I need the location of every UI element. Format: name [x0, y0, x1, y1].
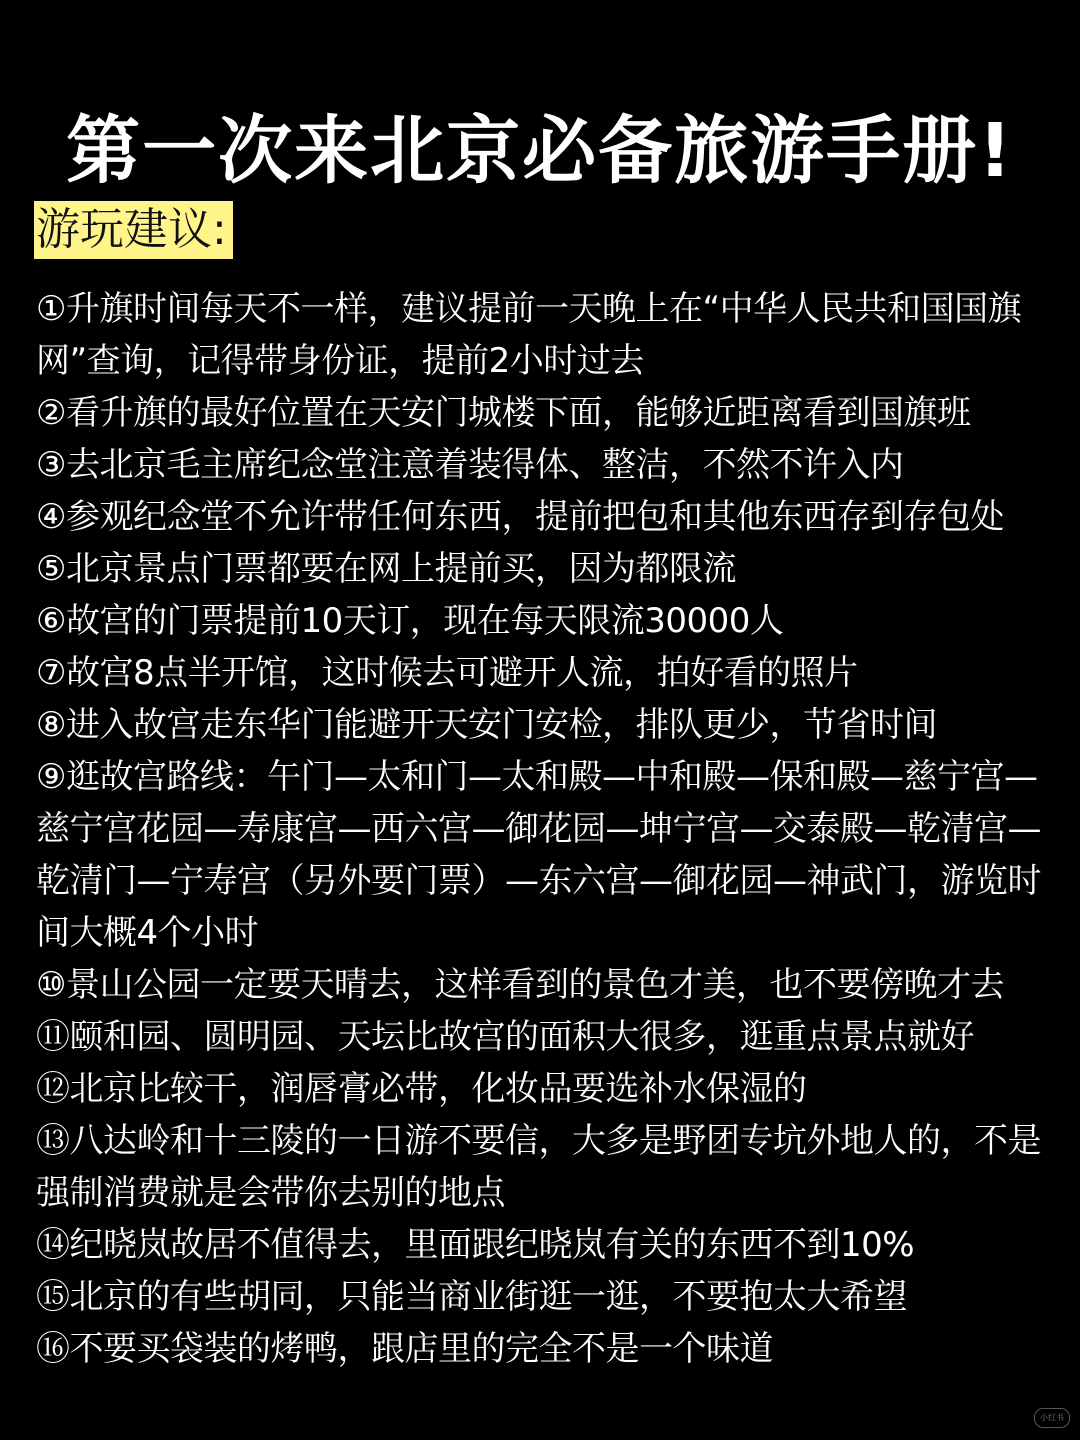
tip-item: ⑩景山公园一定要天晴去，这样看到的景色才美，也不要傍晚才去 — [36, 965, 1004, 1005]
tip-item: ⑧进入故宫走东华门能避开天安门安检，排队更少，节省时间 — [36, 705, 937, 745]
page-title: 第一次来北京必备旅游手册! — [66, 107, 1014, 194]
tip-item: ①升旗时间每天不一样，建议提前一天晚上在“中华人民共和国国旗网”查询，记得带身份证，提前2小时过去 — [36, 289, 1022, 381]
section-label-play-tips: 游玩建议: — [34, 201, 233, 259]
tip-item: ⑯不要买袋装的烤鸭，跟店里的完全不是一个味道 — [36, 1329, 773, 1369]
tip-item: ⑦故宫8点半开馆，这时候去可避开人流，拍好看的照片 — [36, 653, 858, 693]
tip-item: ⑪颐和园、圆明园、天坛比故宫的面积大很多，逛重点景点就好 — [36, 1017, 974, 1057]
tip-item: ⑫北京比较干，润唇膏必带，化妆品要选补水保湿的 — [36, 1069, 807, 1109]
tip-item: ⑬八达岭和十三陵的一日游不要信，大多是野团专坑外地人的，不是强制消费就是会带你去别的地点 — [36, 1121, 1041, 1213]
tip-item: ⑤北京景点门票都要在网上提前买，因为都限流 — [36, 549, 736, 589]
tip-item: ②看升旗的最好位置在天安门城楼下面，能够近距离看到国旗班 — [36, 393, 971, 433]
tip-item: ⑮北京的有些胡同，只能当商业街逛一逛，不要抱太大希望 — [36, 1277, 907, 1317]
tip-item: ⑨逛故宫路线：午门—太和门—太和殿—中和殿—保和殿—慈宁宫—慈宁宫花园—寿康宫—西六宫—御花园—坤宁宫—交泰殿—乾清宫—乾清门—宁寿宫（另外要门票）—东六宫—御花园—神武门，游览时间大概4个小时 — [36, 757, 1041, 953]
tip-item: ④参观纪念堂不允许带任何东西，提前把包和其他东西存到存包处 — [36, 497, 1004, 537]
xiaohongshu-watermark-logo: 小红书 — [1034, 1408, 1070, 1428]
tip-item: ⑭纪晓岚故居不值得去，里面跟纪晓岚有关的东西不到10% — [36, 1225, 915, 1265]
tips-list — [36, 283, 1066, 1375]
tip-item: ③去北京毛主席纪念堂注意着装得体、整洁，不然不许入内 — [36, 445, 904, 485]
tip-item: ⑥故宫的门票提前10天订，现在每天限流30000人 — [36, 601, 784, 641]
